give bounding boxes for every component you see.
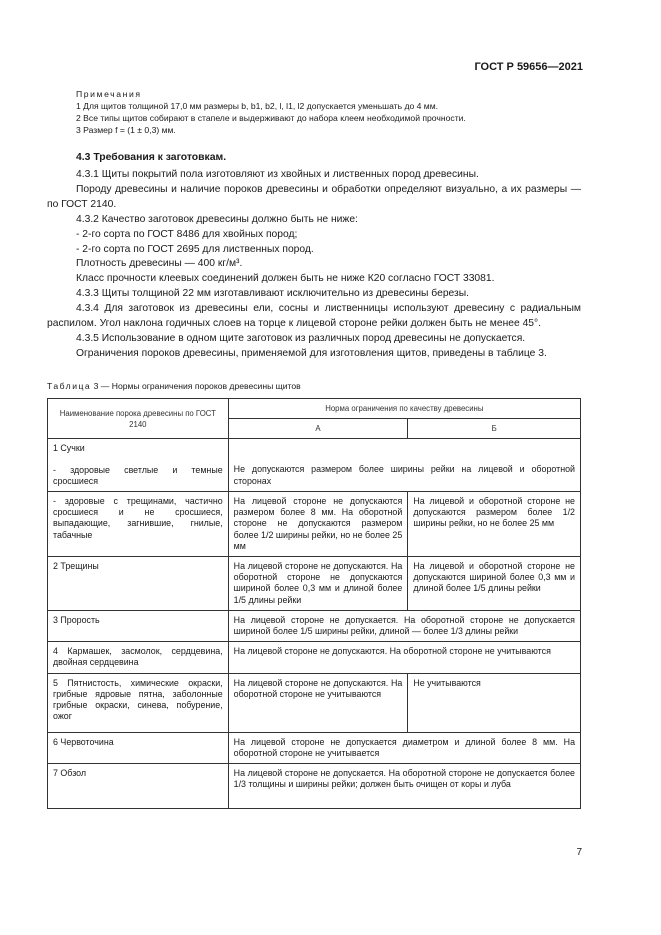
norm-ab: На лицевой стороне не допускается. На оборотной стороне не допускается более 1/3 толщины и ширины рейки; должен быть очищен от коры и луба: [228, 764, 580, 809]
table-row: [48, 642, 581, 673]
paragraph-inspection: Породу древесины и наличие пороков древесины и обработки определяют визуально, а их размеры — по ГОСТ 2140.: [47, 183, 581, 210]
notes-title: Примечания: [76, 89, 142, 99]
notes-block: [76, 88, 581, 136]
table-row: [48, 492, 581, 557]
norm-ab: На лицевой стороне не допускаются. На оборотной стороне не учитываются: [228, 642, 580, 673]
defect-name: 7 Обзол: [48, 764, 229, 809]
page-number: 7: [576, 847, 582, 858]
defect-subtype: - здоровые светлые и темные сросшиеся: [53, 464, 223, 486]
table-row: [48, 673, 581, 732]
table-row: [48, 610, 581, 641]
norm-b: На лицевой и оборотной стороне не допускаются шириной более 0,3 мм и длиной более 1/5 длины рейки: [408, 557, 581, 611]
list-item-hardwood: - 2-го сорта по ГОСТ 2695 для лиственных пород.: [76, 243, 314, 255]
defect-name: 2 Трещины: [48, 557, 229, 611]
list-item-softwood: - 2-го сорта по ГОСТ 8486 для хвойных пород;: [76, 228, 298, 240]
table-row: [48, 557, 581, 611]
table-row: [48, 439, 581, 492]
header-grade-b: Б: [408, 419, 581, 439]
defect-name: 5 Пятнистость, химические окраски, грибные ядровые пятна, заболонные грибные окраски, синева, побурение, ожог: [48, 673, 229, 732]
paragraph-4-3-5: 4.3.5 Использование в одном щите заготовок из различных пород древесины не допускается.: [76, 332, 526, 344]
header-norm-group: Норма ограничения по качеству древесины: [228, 399, 580, 419]
norm-b: На лицевой и оборотной стороне не допускаются размером более 1/2 ширины рейки, но не более 25 мм: [408, 492, 581, 557]
table-caption-text: 3 — Нормы ограничения пороков древесины щитов: [93, 381, 301, 391]
norm-a: На лицевой стороне не допускаются. На оборотной стороне не учитываются: [228, 673, 408, 732]
table-row: [48, 732, 581, 763]
defect-name: 4 Кармашек, засмолок, сердцевина, двойная сердцевина: [48, 642, 229, 673]
norm-b: Не учитываются: [408, 673, 581, 732]
body-text: [47, 168, 581, 362]
table-caption-label: Таблица: [47, 381, 92, 391]
defect-name: 6 Червоточина: [48, 732, 229, 763]
table-row: [48, 764, 581, 809]
norm-ab: На лицевой стороне не допускается. На оборотной стороне не допускается шириной более 1/5 ширины рейки, длиной — более 1/3 длины рейки: [228, 610, 580, 641]
paragraph-density: Плотность древесины — 400 кг/м³.: [76, 258, 243, 270]
norm-ab: На лицевой стороне не допускается диаметром и длиной более 8 мм. На оборотной стороне не учитывается: [228, 732, 580, 763]
document-header: ГОСТ Р 59656—2021: [474, 61, 583, 73]
table-header-row: [48, 399, 581, 419]
defect-name: - здоровые с трещинами, частично сросшиеся и не сросшиеся, выпадающие, загнившие, гнилые, табачные: [48, 492, 229, 557]
paragraph-glue-class: Класс прочности клеевых соединений должен быть не ниже К20 согласно ГОСТ 33081.: [76, 273, 495, 285]
paragraph-4-3-3: 4.3.3 Щиты толщиной 22 мм изготавливают исключительно из древесины березы.: [76, 288, 470, 300]
defect-name: 3 Прорость: [48, 610, 229, 641]
defects-table: [47, 398, 581, 809]
paragraph-4-3-1: 4.3.1 Щиты покрытий пола изготовляют из хвойных и лиственных пород древесины.: [76, 169, 479, 180]
header-defect-name: Наименование порока древесины по ГОСТ 2140: [48, 399, 229, 439]
norm-ab-cell: [228, 439, 580, 492]
paragraph-4-3-4: 4.3.4 Для заготовок из древесины ели, сосны и лиственницы используют древесину с радиальным распилом. Угол наклона годичных слоев на торце к лицевой стороне рейки должен быть не менее 45°.: [47, 303, 581, 330]
note-item-2: 2 Все типы щитов собирают в стапеле и выдерживают до набора клеем необходимой прочности.: [76, 113, 466, 123]
table-caption: [47, 381, 301, 391]
defect-name: 1 Сучки: [53, 443, 85, 454]
header-grade-a: А: [228, 419, 408, 439]
paragraph-4-3-2: 4.3.2 Качество заготовок древесины должно быть не ниже:: [76, 213, 358, 225]
note-item-1: 1 Для щитов толщиной 17,0 мм размеры b, b1, b2, l, l1, l2 допускается уменьшать до 4 мм.: [76, 101, 439, 111]
norm-a: На лицевой стороне не допускаются размером более 8 мм. На оборотной стороне не допускаются размером более 1/2 ширины рейки, но не более 25 мм: [228, 492, 408, 557]
paragraph-table-ref: Ограничения пороков древесины, применяемой для изготовления щитов, приведены в таблице 3.: [76, 347, 547, 359]
norm-text: Не допускаются размером более ширины рейки на лицевой и оборотной сторонах: [233, 464, 575, 486]
norm-a: На лицевой стороне не допускаются. На оборотной стороне не допускаются шириной более 0,3 мм и длиной более 1/5 длины рейки: [228, 557, 408, 611]
defect-knots-cell: [48, 439, 229, 492]
section-title: 4.3 Требования к заготовкам.: [76, 152, 227, 163]
note-item-3: 3 Размер f = (1 ± 0,3) мм.: [76, 125, 176, 135]
